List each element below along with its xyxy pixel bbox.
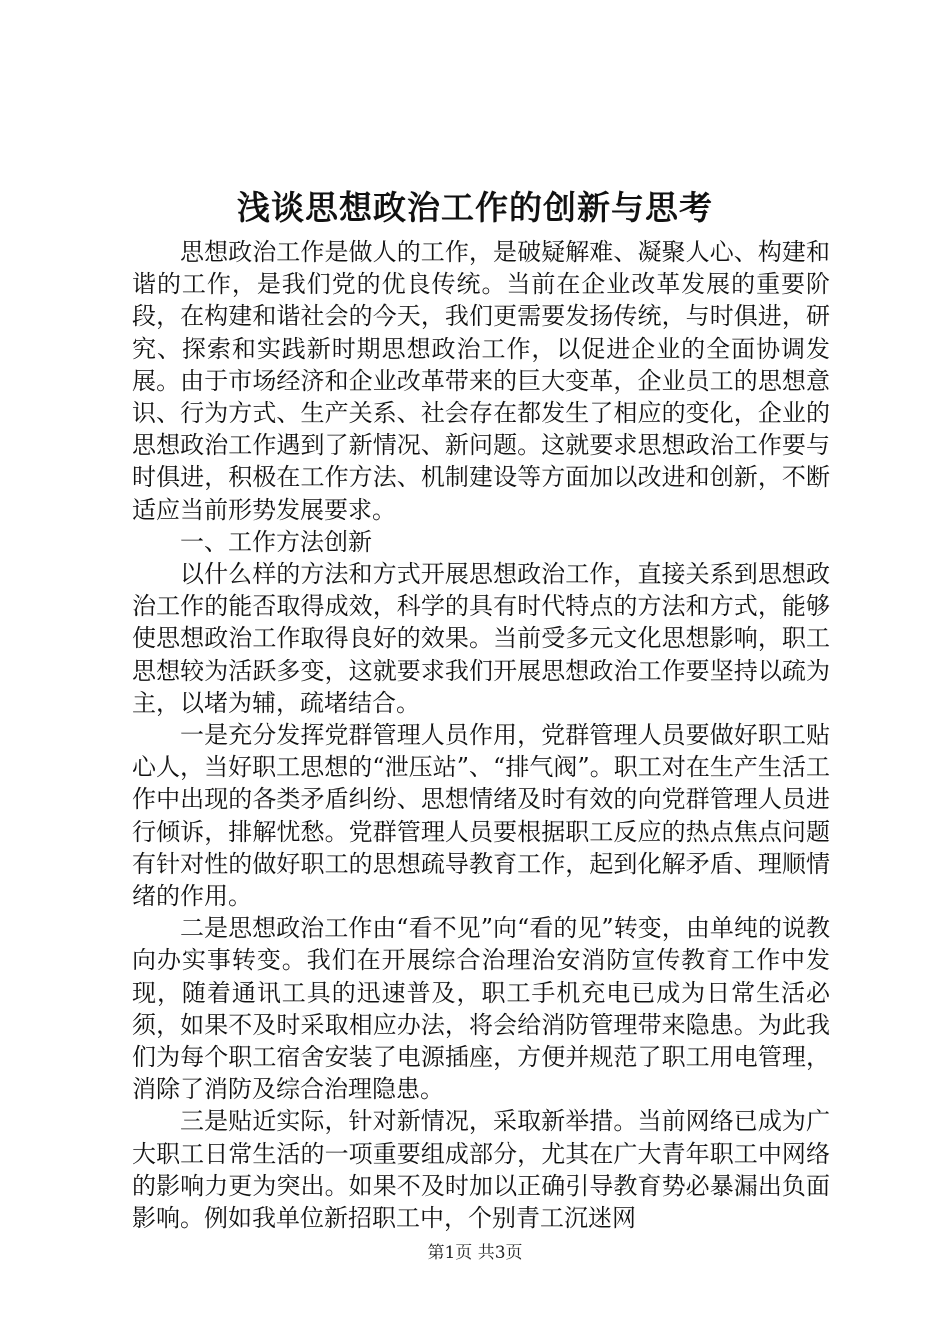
paragraph-intro: 思想政治工作是做人的工作，是破疑解难、凝聚人心、构建和谐的工作，是我们党的优良传统。当前在企业改革发展的重要阶段，在构建和谐社会的今天，我们更需要发扬传统，与时俱进，研究、探索和实践新时期思想政治工作，以促进企业的全面协调发展。由于市场经济和企业改革带来的巨大变革，企业员工的思想意识、行为方式、生产关系、社会存在都发生了相应的变化，企业的思想政治工作遇到了新情况、新问题。这就要求思想政治工作要与时俱进，积极在工作方法、机制建设等方面加以改进和创新，不断适应当前形势发展要求。 — [132, 238, 830, 524]
paragraph-point-one: 一是充分发挥党群管理人员作用，党群管理人员要做好职工贴心人，当好职工思想的“泄压站”、“排气阀”。职工对在生产生活工作中出现的各类矛盾纠纷、思想情绪及时有效的向党群管理人员进行倾诉，排解忧愁。党群管理人员要根据职工反应的热点焦点问题有针对性的做好职工的思想疏导教育工作，起到化解矛盾、理顺情绪的作用。 — [132, 721, 830, 911]
document-title: 浅谈思想政治工作的创新与思考 — [237, 188, 713, 227]
section-heading-method-innovation: 一、工作方法创新 — [180, 527, 372, 556]
page-footer: 第1页 共3页 — [427, 1243, 523, 1263]
paragraph-point-two: 二是思想政治工作由“看不见”向“看的见”转变，由单纯的说教向办实事转变。我们在开展综合治理治安消防宣传教育工作中发现，随着通讯工具的迅速普及，职工手机充电已成为日常生活必须，如果不及时采取相应办法，将会给消防管理带来隐患。为此我们为每个职工宿舍安装了电源插座，方便并规范了职工用电管理，消除了消防及综合治理隐患。 — [132, 914, 830, 1104]
paragraph-method: 以什么样的方法和方式开展思想政治工作，直接关系到思想政治工作的能否取得成效，科学的具有时代特点的方法和方式，能够使思想政治工作取得良好的效果。当前受多元文化思想影响，职工思想较为活跃多变，这就要求我们开展思想政治工作要坚持以疏为主，以堵为辅，疏堵结合。 — [132, 560, 830, 717]
document-body — [132, 236, 830, 1234]
paragraph-point-three: 三是贴近实际，针对新情况，采取新举措。当前网络已成为广大职工日常生活的一项重要组成部分，尤其在广大青年职工中网络的影响力更为突出。如果不及时加以正确引导教育势必暴漏出负面影响。例如我单位新招职工中，个别青工沉迷网 — [132, 1107, 830, 1233]
